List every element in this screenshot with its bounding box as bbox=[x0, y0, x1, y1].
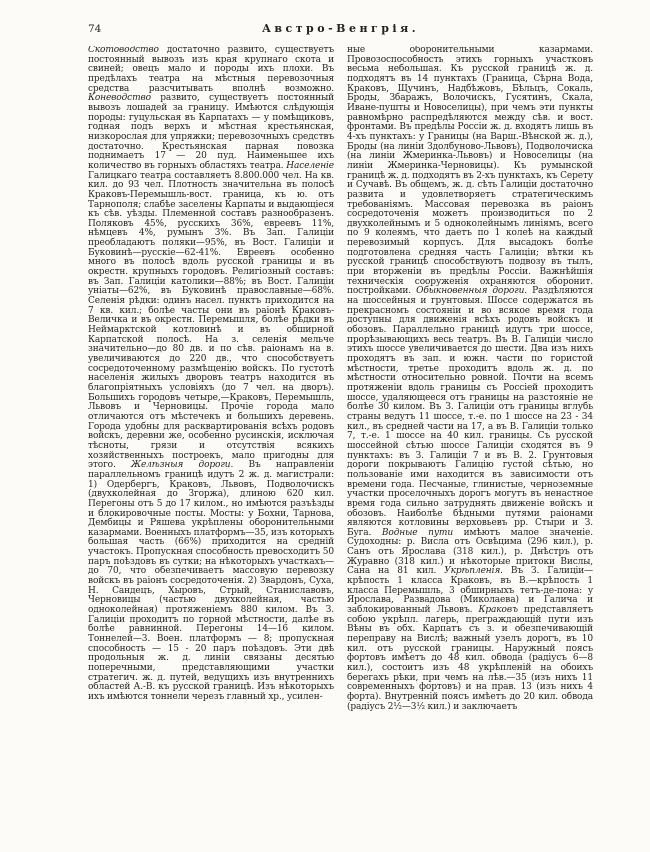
text-run: Въ З. Галиціи—крѣпость 1 класса Краковъ, въ В.—крѣпость 1 класса Перемышль, 3 обширныхъ тетъ-де-пона: у Ярослава, Развадова (Миколаева) и Галича и заблокированный Львовъ. bbox=[347, 566, 593, 616]
text-run: имѣютъ малое значеніе. Судоходны: р. Висла отъ Освѣцима (296 кил.), р. Санъ отъ Ярослава (318 кил.), р. Днѣстръ отъ Журавно (318 кил.) и нѣкоторые притоки Вислы, Сана на 81 кил. bbox=[347, 527, 593, 577]
left-column bbox=[88, 46, 334, 836]
section-heading-run: Населеніе bbox=[286, 160, 334, 171]
page-header bbox=[88, 22, 593, 38]
text-block bbox=[88, 46, 593, 836]
right-column bbox=[347, 46, 593, 836]
text-run: достаточно развито, существуетъ постоянный вывозъ изъ края крупнаго скота и свиней; овецъ мало и породы ихъ плохи. Въ предѣлахъ театра на мѣстныя перевозочныя средства разсчитывать вполнѣ возможно. bbox=[88, 46, 334, 94]
text-run: представляетъ собою укрѣпл. лагерь, преграждающій пути изъ Вѣны въ обх. Карпатъ съ з. и обезпечивающій переправу на Вислѣ; важный узелъ дорогъ, въ 10 кил. отъ русской границы. Наружный поясъ фортовъ имѣетъ до 48 кил. обвода (радіусъ 6—8 кил.), состоитъ изъ 48 укрѣпленій на обоихъ берегахъ рѣки, при чемъ на лѣв.—35 (изъ нихъ 11 современныхъ фортовъ) и на прав. 13 (изъ нихъ 4 форта). Внутренній поясъ имѣетъ до 20 кил. обвода (радіусъ 2½—3½ кил.) и заключаетъ bbox=[347, 605, 593, 712]
section-heading-run: Желѣзныя дороги. bbox=[130, 460, 234, 471]
section-heading-run: Скотоводство bbox=[88, 46, 159, 55]
page-number: 74 bbox=[88, 23, 102, 35]
text-run: Въ направленіи параллельномъ границѣ идутъ 2 ж. д. магистрали: 1) Одербергъ, Краковъ, Львовъ, Подволочискъ (двухколейная до Згоржа), длиною 620 кил. Перегоны отъ 5 до 17 килом., но имѣются разъѣзды и блокировочные посты. Мосты: у Бохни, Тарнова, Дембицы и Ряшева укрѣплены оборонительными казармами. Военныхъ платформъ—35, изъ которыхъ большая часть (66%) приходится на средній участокъ. Пропускная способность превосходитъ 50 паръ поѣздовъ въ сутки; на нѣкоторыхъ участкахъ—до 70, что обезпечиваетъ массовую перевозку войскъ въ раіонъ сосредоточенія. 2) Звардонъ, Суха, Н. Сандецъ, Хыровъ, Стрый, Станиславовъ, Черновицы (частью двухколейная, частью одноколейная) протяженіемъ 880 килом. Въ З. Галиціи проходитъ по горной мѣстности, далѣе въ болѣе равнинной. Перегоны 14—16 килом. Тоннелей—3. Воен. платформъ — 8; пропускная способность — 15 - 20 паръ поѣздовъ. Эти двѣ продольныя ж. д. линіи связаны десятью поперечными, представляющими участки стратегич. ж. д. путей, ведущихъ изъ внутреннихъ областей А.-В. къ русской границѣ. Изъ нѣкоторыхъ ихъ имѣются тоннели черезъ главный хр., усилен- bbox=[88, 460, 334, 702]
section-heading-run: Краковъ bbox=[478, 605, 518, 616]
text-run: Галицкаго театра составляетъ 8.800.000 чел. На кв. кил. до 93 чел. Плотность значительна въ полосѣ Краковъ-Перемышль-вост. граница, къ ю. отъ Тарнополя; слабѣе заселены Карпаты и выдающіеся къ сѣв. уѣзды. Племенной составъ разнообразенъ. Поляковъ 45%, русскихъ 36%, евреевъ 11%, нѣмцевъ 4%, румынъ 3%. Въ Зап. Галиціи преобладаютъ поляки—95%, въ Вост. Галиціи и Буковинѣ—русскіе—62-41%. Евреевъ особенно много въ полосѣ вдоль русской границы и въ окрестн. крупныхъ городовъ. Религіозный составъ: въ Зап. Галиціи католики—88%; въ Вост. Галиціи уніаты—62%, въ Буковинѣ православные—68%. Селенія рѣдки: одинъ насел. пунктъ приходится на 7 кв. кил.; болѣе часты они въ раіонѣ Краковъ-Величка и въ окрестн. Перемышля, болѣе рѣдки въ Неймарктской котловинѣ и въ обширной Карпатской полосѣ. На з. селенія мельче значительно—до 80 дв. и по сѣв. раіонамъ на в. увеличиваются до 220 дв., что способствуетъ сосредоточенному размѣщенію войскъ. По густотѣ населенія жилыхъ дворовъ театръ находится въ благопріятныхъ условіяхъ (до 7 чел. на дворъ). Большихъ городовъ четыре,—Краковъ, Перемышль, Львовъ и Черновицы. Прочіе города мало отличаются отъ мѣстечекъ и большихъ деревень. Города удобны для расквартированія всѣхъ родовъ войскъ, деревни же, особенно русинскія, исключая тѣсноты, грязи и отсутствія всякихъ хозяйственныхъ построекъ, мало пригодны для этого. bbox=[88, 170, 334, 471]
section-heading-run: Обыкновенныя дороги. bbox=[416, 286, 528, 297]
text-run: развито, существуетъ постоянный вывозъ лошадей за границу. Имѣются слѣдующія породы: гуцульская въ Карпатахъ — у помѣщиковъ, годная подъ верхъ и мѣстная крестьянская, низкорослая для упряжки; перевозочныхъ средствъ достаточно. Крестьянская парная повозка поднимаетъ 17 — 20 пуд. Наименьшее ихъ количество въ горныхъ областяхъ театра. bbox=[88, 93, 334, 171]
section-heading-run: Водные пути bbox=[381, 527, 454, 538]
text-run: ные оборонительными казармами. Провозоспособность этихъ горныхъ участковъ весьма небольшая. Къ русской границѣ ж. д. подходятъ въ 14 пунктахъ (Граница, Сѣрна Вода, Краковъ, Щучинъ, Надбѣжовъ, Бѣльцъ, Сокаль, Броды, Збаражъ, Волочискъ, Гусятинъ, Скала, Иване-пушты и Новоселицы), при чемъ эти пункты равномѣрно распредѣляются между сѣв. и вост. фронтами. Въ предѣлы Россіи ж. д. входятъ лишь въ 4-хъ пунктахъ: у Границы (на Варш.-Вѣнской ж. д.), Броды (на линіи Здолбуново-Львовъ), Подволочиска (на линіи Жмеринка-Львовъ) и Новоселицы (на линіи Жмеринка-Черновицы). Къ румынской границѣ ж. д. подходятъ въ 2-хъ пунктахъ, къ Серету и Сучавѣ. Въ общемъ, ж. д. сѣть Галиціи достаточно развита и удовлетворяетъ стратегическимъ требованіямъ. Массовая перевозка въ раіонъ сосредоточенія можетъ производиться по 2 двухколейнымъ и 5 одноколейнымъ линіямъ, всего по 9 колеямъ, что даетъ по 1 колеѣ на каждый перевозимый корпусъ. Для высадокъ болѣе подготовлена средняя часть Галиціи; вѣтки къ русской границѣ способствуютъ подвозу въ тылъ, при вторженіи въ предѣлы Россіи. Важнѣйшія техническія сооруженія охраняются оборонит. постройками. bbox=[347, 46, 593, 297]
section-heading-run: Укрѣпленія. bbox=[444, 566, 503, 577]
text-run: Раздѣляются на шоссейныя и грунтовыя. Шоссе содержатся въ прекрасномъ состояніи и во всякое время года доступны для движенія всѣхъ родовъ войскъ и обозовъ. Параллельно границѣ идутъ три шоссе, прорѣзывающихъ весь театръ. Въ В. Галиціи число этихъ шоссе увеличивается до шести. Два изъ нихъ проходятъ въ зап. и южн. части по гористой мѣстности, третье проходитъ вдоль ж. д. по мѣстности относительно ровной. Почти на всемъ протяженіи вдоль границы съ Россіей проходитъ шоссе, удаляющееся отъ границы на разстояніе не болѣе 30 килом. Въ З. Галиціи отъ границы вглубь страны ведутъ 11 шоссе, т.-е. по 1 шоссе на 23 - 34 кил., въ средней части на 17, а въ В. Галиціи только 7, т.-е. 1 шоссе на 40 кил. границы. Съ русской шоссейной сѣтью шоссе Галиціи сходятся въ 9 пунктахъ: въ З. Галиціи 7 и въ В. 2. Грунтовыя дороги покрываютъ Галицію густой сѣтью, но пользованіе ими находится въ зависимости отъ времени года. Песчаные, глинистые, черноземные участки проселочныхъ дорогъ могутъ въ ненастное время года сильно затруднять движеніе войскъ и обозовъ. Наиболѣе бѣдными путями раіонами являются котловины верховьевъ рр. Стыри и З. Буга. bbox=[347, 286, 593, 538]
running-title: Австро-Венгрія. bbox=[261, 22, 420, 35]
section-heading-run: Коневодство bbox=[88, 93, 151, 104]
